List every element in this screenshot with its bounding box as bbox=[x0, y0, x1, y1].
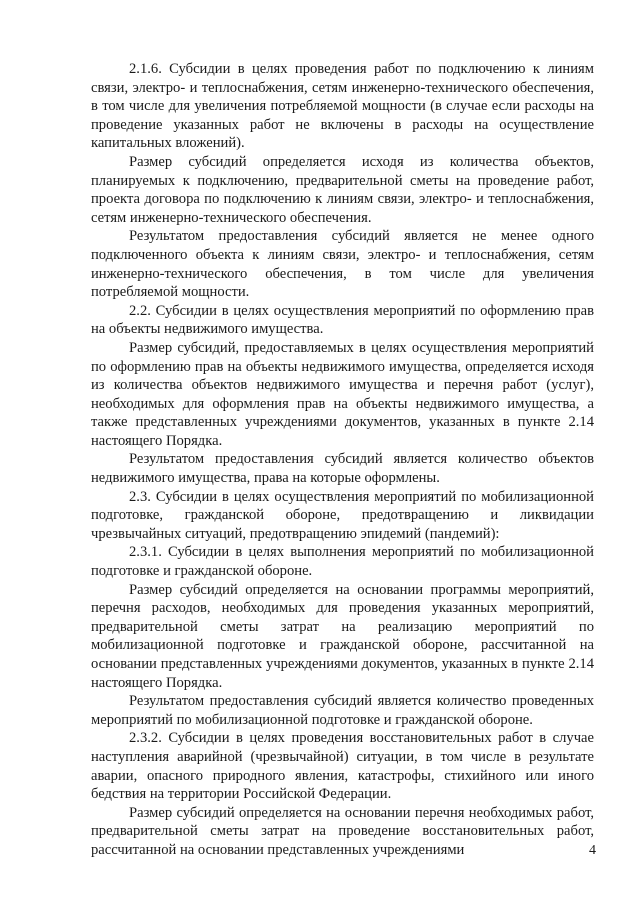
paragraph-2-2: 2.2. Субсидии в целях осуществления мероприятий по оформлению прав на объекты недвижимого имущества. bbox=[91, 302, 594, 338]
paragraph-2-3-2-size: Размер субсидий определяется на основании перечня необходимых работ, предварительной сметы затрат на проведение восстановительных работ, рассчитанной на основании представленных учреждениями bbox=[91, 804, 594, 858]
paragraph-2-1-6-size: Размер субсидий определяется исходя из количества объектов, планируемых к подключению, предварительной сметы на проведение работ, проекта договора по подключению к линиям связи, электро- и теплоснабжения, сетям инженерно-технического обеспечения. bbox=[91, 153, 594, 226]
paragraph-2-3-1: 2.3.1. Субсидии в целях выполнения мероприятий по мобилизационной подготовке и гражданской обороне. bbox=[91, 544, 594, 580]
document-body bbox=[91, 60, 594, 860]
paragraph-2-2-result: Результатом предоставления субсидий является количество объектов недвижимого имущества, права на которые оформлены. bbox=[91, 451, 594, 487]
paragraph-2-3-1-result: Результатом предоставления субсидий является количество проведенных мероприятий по мобилизационной подготовке и гражданской обороне. bbox=[91, 693, 594, 728]
paragraph-2-3: 2.3. Субсидии в целях осуществления мероприятий по мобилизационной подготовке, гражданской обороне, предотвращению и ликвидации чрезвычайных ситуаций, предотвращению эпидемий (пандемий): bbox=[91, 488, 594, 542]
paragraph-2-1-6-result: Результатом предоставления субсидий является не менее одного подключенного объекта к линиям связи, электро- и теплоснабжения, сетям инженерно-технического обеспечения, в том числе для увеличения потребляемой мощности. bbox=[91, 228, 594, 301]
page-number: 4 bbox=[589, 843, 596, 858]
paragraph-2-3-1-size: Размер субсидий определяется на основании программы мероприятий, перечня расходов, необходимых для проведения указанных мероприятий, предварительной сметы затрат на реализацию мероприятий по мобилизационной подготовке и гражданской обороне, рассчитанной на основании представленных учреждениями документов, указанных в пункте 2.14 настоящего Порядка. bbox=[91, 581, 594, 691]
paragraph-2-3-2: 2.3.2. Субсидии в целях проведения восстановительных работ в случае наступления аварийной (чрезвычайной) ситуации, в том числе в результате аварии, опасного природного явления, катастрофы, стихийного или иного бедствия на территории Российской Федерации. bbox=[91, 730, 594, 803]
paragraph-2-2-size: Размер субсидий, предоставляемых в целях осуществления мероприятий по оформлению прав на объекты недвижимого имущества, определяется исходя из количества объектов недвижимого имущества и перечня работ (услуг), необходимых для оформления прав на объекты недвижимого имущества, а также представленных учреждениями документов, указанных в пункте 2.14 настоящего Порядка. bbox=[91, 339, 594, 449]
paragraph-2-1-6: 2.1.6. Субсидии в целях проведения работ по подключению к линиям связи, электро- и теплоснабжения, сетям инженерно-технического обеспечения, в том числе для увеличения потребляемой мощности (в случае если расходы на проведение указанных работ не включены в расходы на осуществление капитальных вложений). bbox=[91, 61, 594, 152]
